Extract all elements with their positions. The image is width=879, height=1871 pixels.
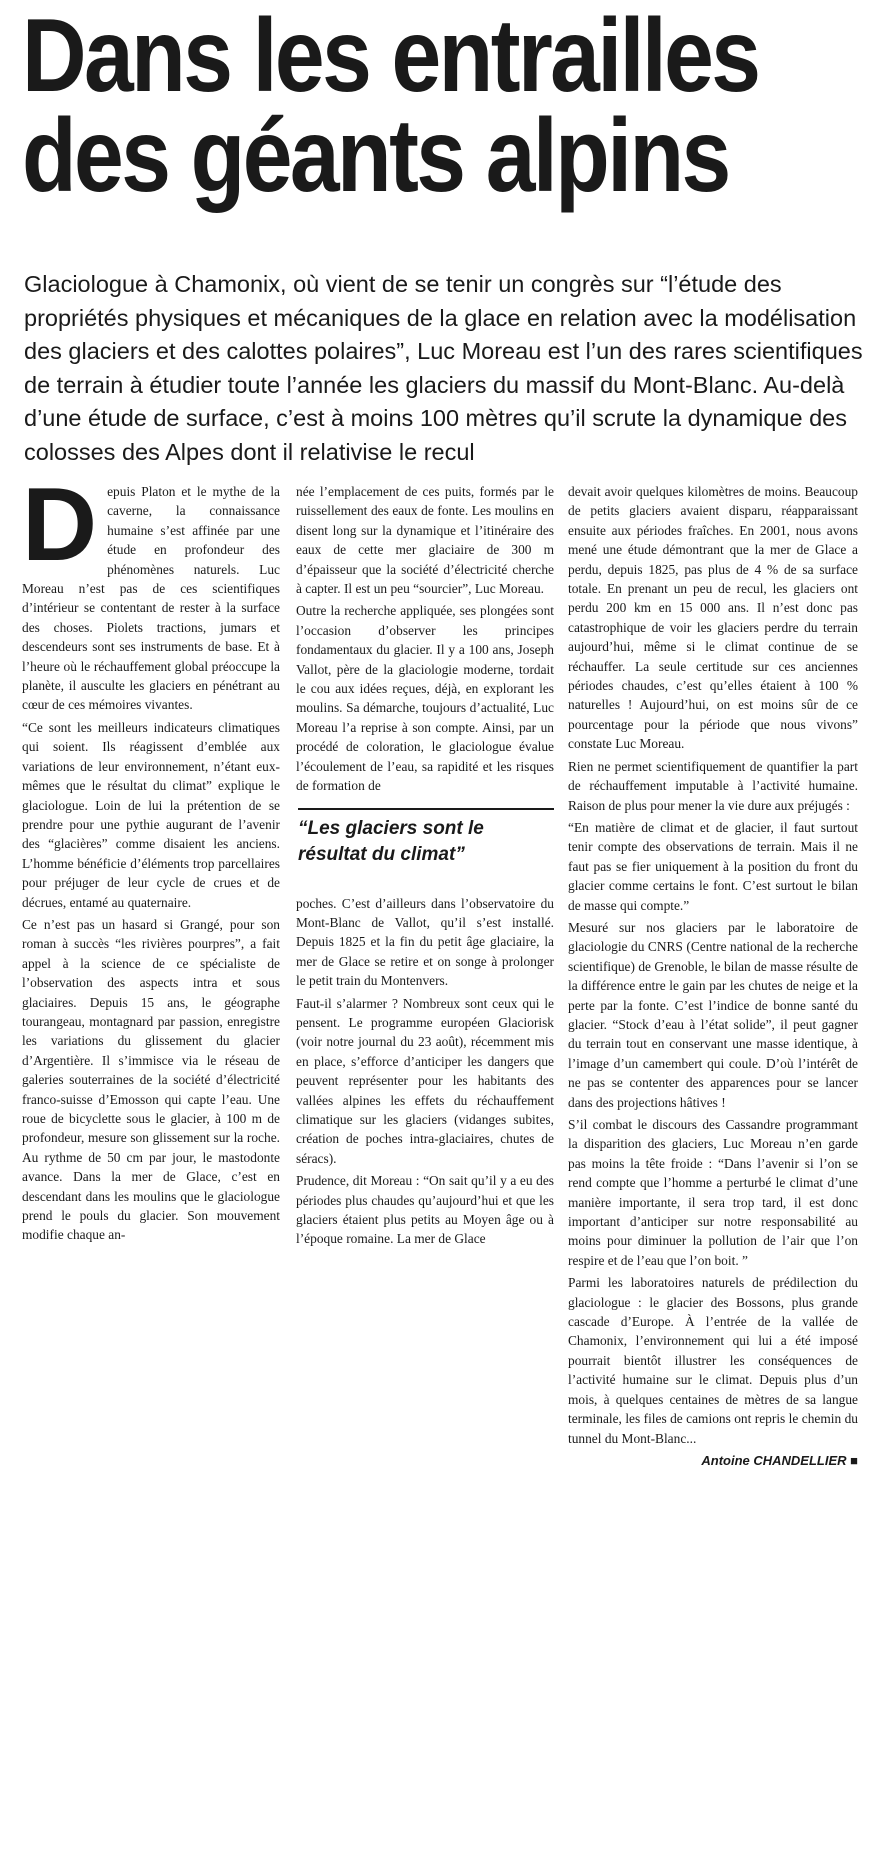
- headline: [22, 0, 759, 214]
- paragraph: devait avoir quelques kilomètres de moins. Beaucoup de petits glaciers avaient disparu, réapparaissant ensuite aux périodes fraîches. En 2001, nous avons mené une étude démontrant que la mer de Glace a perdu, depuis 1825, pas plus de 4 % de sa surface totale. En prenant un peu de recul, les glaciers ont perdu 200 km en 15 000 ans. Il n’est donc pas catastrophique de voir les glaciers perdre du terrain aujourd’hui, même si le climat continue de se réchauffer. La seule certitude sur ces anciennes périodes chaudes, c’est qu’elles étaient à 100 % naturelles ! Aujourd’hui, on est moins sûr de ce pourcentage pour la période que nous vivons” constate Luc Moreau.: [568, 484, 858, 752]
- paragraph: Faut-il s’alarmer ? Nombreux sont ceux qui le pensent. Le programme européen Glaciorisk (voir notre journal du 23 août), récemment mis en place, s’efforce d’anticiper les dangers que peuvent représenter pour les habitants des vallées alpines les effets du réchauffement climatique sur les glaciers (vidanges subites, création de poches intra-glaciaires, chutes de séracs).: [296, 995, 554, 1166]
- article-column-2: [296, 482, 554, 1252]
- paragraph: epuis Platon et le mythe de la caverne, la connaissance humaine s’est affinée par une étude en profondeur des phénomènes naturels. Luc Moreau n’est pas de ces scientifiques d’intérieur se contentant de rester à la surface des choses. Piolets tractions, jumars et descendeurs sont ses instruments de base. Et à l’heure où le réchauffement global préoccupe la planète, il ausculte les glaciers en pénétrant au cœur de ces mémoires vivantes.: [22, 484, 280, 713]
- lede: Glaciologue à Chamonix, où vient de se tenir un congrès sur “l’étude des propriétés physiques et mécaniques de la glace en relation avec la modélisation des glaciers et des calottes polaires”, Luc Moreau est l’un des rares scientifiques de terrain à étudier toute l’année les glaciers du massif du Mont-Blanc. Au-delà d’une étude de surface, c’est à moins 100 mètres qu’il scrute la dynamique des colosses des Alpes dont il relativise le recul: [24, 271, 863, 465]
- paragraph: Ce n’est pas un hasard si Grangé, pour son roman à succès “les rivières pourpres”, a fait appel à la science de ce spécialiste de l’observation des aspects intra et sous glaciaires. Depuis 15 ans, le géographe tourangeau, montagnard par passion, enregistre les variations du glissement du glacier d’Argentière. Il s’immisce via le réseau de galeries souterraines de la société d’électricité franco-suisse d’Emosson qui capte l’eau. Une roue de bicyclette sous le glacier, à 100 m de profondeur, mesure son glissement sur la roche. Au rythme de 50 cm par jour, le mastodonte avance. Dans la mer de Glace, c’est en descendant dans les moulins que le glaciologue prend le pouls du glacier. Son mouvement modifie chaque an-: [22, 916, 280, 1243]
- paragraph: “Ce sont les meilleurs indicateurs climatiques qui soient. Ils réagissent d’emblée aux variations de leur environnement, n’étant eux-mêmes que le résultat du climat” explique le glaciologue. Loin de lui la prétention de se prendre pour une pythie augurant de l’avenir des “glacières” comme disaient les anciens. L’homme bénéficie d’éléments trop parcellaires pour préjuger de leur cycle de crues et de décrues, entamé au quaternaire.: [22, 719, 280, 910]
- article-column-3: [568, 482, 858, 1470]
- pull-quote: “Les glaciers sont le résultat du climat”: [298, 808, 554, 878]
- paragraph: Prudence, dit Moreau : “On sait qu’il y a eu des périodes plus chaudes qu’aujourd’hui et que les glaciers étaient plus petits au Moyen âge ou à l’époque romaine. La mer de Glace: [296, 1173, 554, 1247]
- paragraph: née l’emplacement de ces puits, formés par le ruissellement des eaux de fonte. Les moulins en disent long sur la dynamique et l’itinéraire des eaux de cette mer glaciaire de 300 m d’épaisseur que la société d’électricité cherche à capter. Il est un peu “sourcier”, Luc Moreau.: [296, 484, 554, 597]
- drop-cap: D: [22, 467, 98, 583]
- paragraph: Outre la recherche appliquée, ses plongées sont l’occasion d’observer les principes fondamentaux du glacier. Il y a 100 ans, Joseph Vallot, père de la glaciologie moderne, tordait le cou aux idées reçues, déjà, en explorant les moulins. Sa démarche, toujours d’actualité, Luc Moreau l’a reprise à son compte. Ainsi, par un procédé de coloration, le glaciologue évalue l’écoulement de l’eau, sa rapidité et les risques de formation de: [296, 603, 554, 794]
- headline-line-2: des géants alpins: [22, 98, 729, 214]
- headline-line-1: Dans les entrailles: [22, 0, 759, 114]
- paragraph: Parmi les laboratoires naturels de prédilection du glaciologue : le glacier des Bossons, plus grande cascade d’Europe. À l’entrée de la vallée de Chamonix, l’environnement qui lui a été imposé pourrait bientôt illustrer les conséquences de l’activité humaine sur le climat. Depuis plus d’un mois, à quelques centaines de mètres de sa langue terminale, les files de camions ont repris le chemin du tunnel du Mont-Blanc...: [568, 1275, 858, 1446]
- article-column-1: [22, 467, 280, 1248]
- paragraph: “En matière de climat et de glacier, il faut surtout tenir compte des observations de terrain. Mais il ne faut pas se fier uniquement à la position du front du glacier comme certains le font. C’est surtout le bilan de masse qui compte.”: [568, 819, 858, 913]
- paragraph: poches. C’est d’ailleurs dans l’observatoire du Mont-Blanc de Vallot, qu’il s’est installé. Depuis 1825 et la fin du petit âge glaciaire, la mer de Glace se retire et on songe à prolonger le petit train du Montenvers.: [296, 895, 554, 989]
- paragraph: Mesuré sur nos glaciers par le laboratoire de glaciologie du CNRS (Centre national de la recherche scientifique) de Grenoble, le bilan de masse résulte de la différence entre le gain par les chutes de neige et la perte par la fonte. C’est l’indice de bonne santé du glacier. “Stock d’eau à l’état solide”, il peut gagner du terrain tout en conservant une masse identique, à l’image d’un camembert qui coule. D’où l’intérêt de ne pas se contenter des apparences pour se lancer dans des projections hâtives !: [568, 919, 858, 1110]
- byline: Antoine CHANDELLIER ■: [701, 1452, 858, 1468]
- paragraph: S’il combat le discours des Cassandre programmant la disparition des glaciers, Luc Moreau n’en garde pas moins la tête froide : “Dans l’avenir si l’on se rend compte que l’homme a perturbé le climat d’une manière importante, il sera trop tard, il est donc important d’anticiper sur notre responsabilité au moins pour diminuer la pollution de l’air que l’on respire et de l’eau que l’on boit. ”: [568, 1117, 858, 1268]
- paragraph: Rien ne permet scientifiquement de quantifier la part de réchauffement imputable à l’activité humaine. Raison de plus pour mener la vie dure aux préjugés :: [568, 758, 858, 813]
